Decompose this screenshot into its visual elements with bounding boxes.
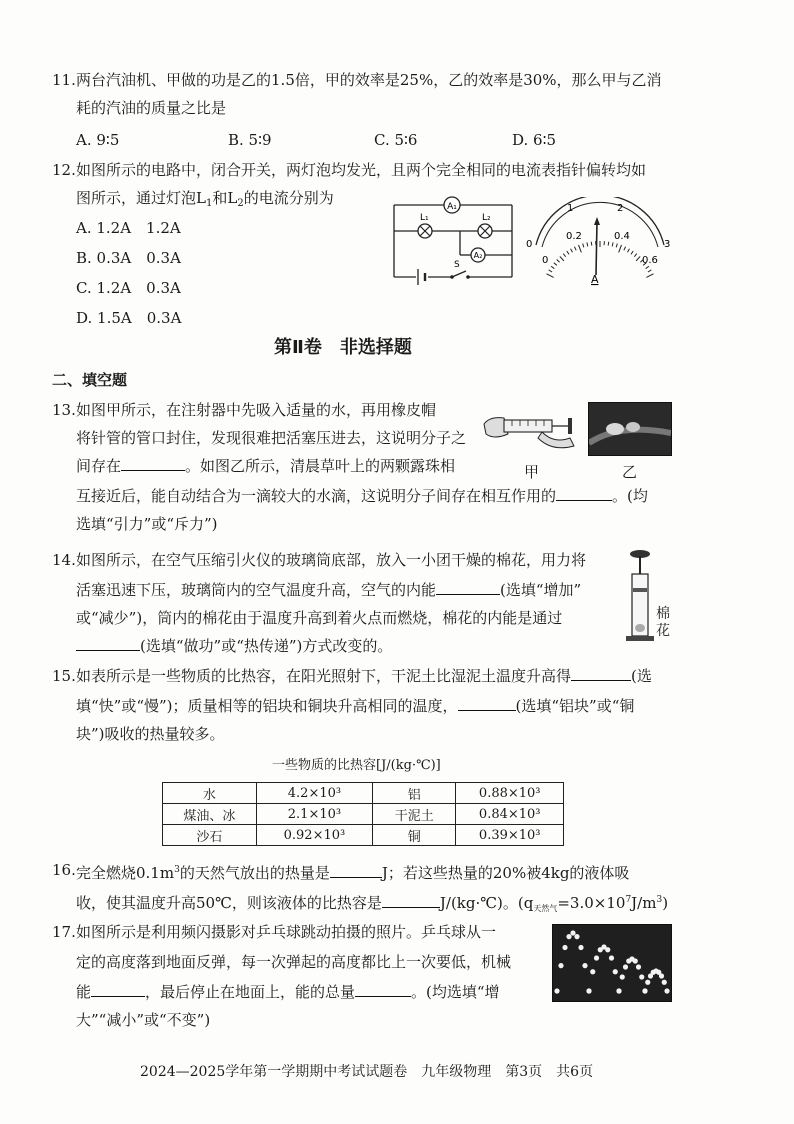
q12-option-d: D. 1.5A 0.3A — [76, 309, 182, 327]
ball-dot — [613, 969, 618, 974]
ball-dot — [636, 964, 641, 969]
syringe-figure — [480, 404, 578, 452]
dial-tick — [583, 244, 584, 248]
q15-text-line2: 填“快”或“慢”)；质量相等的铝块和铜块升高相同的温度， (选填“铝块”或“铜 — [76, 697, 635, 715]
dial-tick — [634, 254, 636, 257]
ball-dot — [633, 958, 638, 963]
ball-dot — [639, 974, 644, 979]
dial-tick — [616, 244, 617, 248]
ball-dot — [590, 969, 595, 974]
svg-text:A₂: A₂ — [473, 251, 483, 260]
lamp-l1-icon — [418, 224, 432, 238]
ball-dot — [574, 934, 579, 939]
q12-number: 12. — [52, 161, 76, 179]
ball-dot — [645, 980, 650, 985]
dial-tick — [619, 245, 622, 252]
q11-option-d: D. 6∶5 — [512, 131, 557, 149]
dial-tick — [646, 274, 653, 278]
circuit-diagram — [388, 193, 518, 288]
q16-blank-1 — [330, 863, 382, 878]
q11-option-b: B. 5∶9 — [228, 131, 272, 149]
ball-dot — [659, 973, 664, 978]
q11-text-line1: 两台汽油机、甲做的功是乙的1.5倍，甲的效率是25%，乙的效率是30%，那么甲与乙消 — [76, 71, 662, 89]
table-row: 沙石 0.92×10³ 铜 0.39×10³ — [163, 825, 564, 846]
dial-tick — [560, 256, 564, 260]
dial-inner-0: 0 — [542, 255, 549, 266]
ball-dot — [609, 955, 614, 960]
dial-outer-0: 0 — [526, 239, 533, 250]
dial-tick — [648, 270, 651, 272]
label-mianhua: 棉花 — [656, 606, 670, 639]
dial-tick — [627, 249, 629, 252]
dial-unit: A — [591, 273, 599, 286]
q13-blank-2 — [556, 486, 612, 501]
q13-text-line4: 互接近后，能自动结合为一滴较大的水滴，这说明分子间存在相互作用的 。(均 — [76, 487, 648, 505]
dial-tick — [574, 247, 576, 251]
dial-tick — [571, 249, 573, 252]
q11-option-c: C. 5∶6 — [374, 131, 418, 149]
q14-text-line1: 如图所示，在空气压缩引火仪的玻璃筒底部，放入一小团干燥的棉花，用力将 — [76, 551, 587, 569]
ball-dot — [562, 945, 567, 950]
dial-tick — [631, 251, 633, 254]
caption-jia: 甲 — [524, 463, 540, 481]
dial-tick — [547, 274, 554, 278]
dial-inner-2: 0.4 — [614, 231, 630, 242]
dial-tick — [567, 251, 569, 254]
q15-text-line3: 块”)吸收的热量较多。 — [76, 725, 225, 743]
dial-tick — [636, 256, 640, 260]
svg-text:S: S — [454, 260, 460, 270]
q15-number: 15. — [52, 667, 76, 685]
ball-dot — [662, 980, 667, 985]
dial-outer-1: 1 — [567, 203, 574, 214]
dial-tick — [578, 245, 581, 252]
dial-tick — [587, 242, 588, 246]
q12-option-b: B. 0.3A 0.3A — [76, 249, 181, 267]
dial-inner-3: 0.6 — [642, 255, 658, 266]
dial-tick — [646, 266, 649, 268]
q11-text-line2: 耗的汽油的质量之比是 — [76, 99, 227, 117]
svg-text:L₂: L₂ — [482, 213, 491, 223]
dial-tick — [549, 270, 552, 272]
section2-title: 二、填空题 — [52, 371, 128, 389]
table-row: 水 4.2×10³ 铝 0.88×10³ — [163, 783, 564, 804]
svg-text:A₁: A₁ — [447, 202, 457, 212]
q17-number: 17. — [52, 923, 76, 941]
dial-tick — [563, 254, 565, 257]
q13-blank-1 — [121, 456, 185, 471]
ball-dot — [586, 988, 591, 993]
q17-blank-2 — [355, 982, 411, 997]
q12-option-c: C. 1.2A 0.3A — [76, 279, 181, 297]
q15-blank-2 — [458, 696, 516, 711]
ball-dot — [642, 988, 647, 993]
q14-text-line4: (选填“做功”或“热传递”)方式改变的。 — [76, 636, 392, 656]
switch-icon — [450, 275, 454, 279]
dewdrop-photo — [588, 402, 672, 456]
q13-text-line1: 如图甲所示，在注射器中先吸入适量的水，再用橡皮帽 — [76, 401, 437, 419]
ball-dot — [664, 988, 669, 993]
table-caption: 一些物质的比热容[J/(kg·℃)] — [272, 758, 441, 773]
q11-number: 11. — [52, 71, 76, 89]
q14-text-line2: 活塞迅速下压，玻璃筒内的空气温度升高，空气的内能 (选填“增加” — [76, 581, 582, 599]
bouncing-ball-photo — [552, 924, 672, 1002]
dial-tick — [608, 242, 609, 246]
ball-dot — [605, 947, 610, 952]
ball-dot — [620, 974, 625, 979]
q17-blank-1 — [91, 982, 145, 997]
ball-dot — [616, 988, 621, 993]
ball-dot — [578, 945, 583, 950]
q14-blank-1 — [436, 580, 500, 595]
q14-text-line3: 或“减少”)，筒内的棉花由于温度升高到着火点而燃烧，棉花的内能是通过 — [76, 609, 563, 627]
ball-dot — [570, 930, 575, 935]
specific-heat-table — [162, 782, 564, 846]
q15-blank-1 — [571, 666, 631, 681]
ball-dot — [558, 963, 563, 968]
part2-title: 第Ⅱ卷 非选择题 — [274, 337, 412, 358]
q16-text-line2: 收，使其温度升高50℃，则该液体的比热容是 J/(kg·℃)。$(q_{天然气}=3.0\times 10^7J/m^3)$ — [76, 894, 669, 913]
ball-dot — [623, 964, 628, 969]
q11-option-a: A. 9∶5 — [76, 131, 120, 149]
ball-dot — [566, 934, 571, 939]
lamp-l2-icon — [478, 224, 492, 238]
dial-tick — [612, 242, 613, 246]
dial-needle — [596, 221, 597, 275]
q15-text-line1: 如表所示是一些物质的比热容，在阳光照射下，干泥土比湿泥土温度升高得 (选 — [76, 667, 652, 685]
q17-text-line3: 能 ，最后停止在地面上，能的总量 。(均选填“增 — [76, 983, 500, 1001]
dial-outer-2: 2 — [617, 203, 624, 214]
q12-option-a: A. 1.2A 1.2A — [76, 219, 181, 237]
q14-blank-2 — [76, 636, 140, 651]
q14-number: 14. — [52, 551, 76, 569]
ball-dot — [582, 963, 587, 968]
dial-tick — [554, 263, 557, 266]
q17-text-line1: 如图所示是利用频闪摄影对乒乓球跳动拍摄的照片。乒乓球从一 — [76, 923, 497, 941]
dial-outer-3: 3 — [664, 239, 671, 250]
page-footer: 2024—2025学年第一学期期中考试试题卷 九年级物理 第3页 共6页 — [140, 1064, 594, 1080]
q12-text-line2: 图所示，通过灯泡$L_1$和$L_2$的电流分别为 — [76, 189, 334, 209]
ball-dot — [554, 988, 559, 993]
dial-tick — [551, 266, 554, 268]
ammeter-dial — [520, 197, 680, 287]
q17-text-line2: 定的高度落到地面反弹，每一次弹起的高度都比上一次要低，机械 — [76, 953, 512, 971]
dial-tick — [557, 259, 560, 262]
ball-dot — [594, 955, 599, 960]
caption-yi: 乙 — [622, 463, 638, 481]
q13-number: 13. — [52, 401, 76, 419]
q16-text-line1: 完全燃烧$0.1m^3$的天然气放出的热量是 J；若这些热量的20%被4kg的液体吸 — [76, 864, 630, 882]
q16-number: 16. — [52, 861, 76, 879]
q13-text-line2: 将针管的管口封住，发现很难把活塞压进去，这说明分子之 — [76, 429, 467, 447]
q16-blank-2 — [382, 893, 440, 908]
q13-text-line5: 选填“引力”或“斥力”) — [76, 515, 218, 533]
table-row: 煤油、冰 2.1×10³ 干泥土 0.84×10³ — [163, 804, 564, 825]
q12-text-line1: 如图所示的电路中，闭合开关，两灯泡均发光，且两个完全相同的电流表指针偏转均如 — [76, 161, 647, 179]
q13-text-line3: 间存在 。如图乙所示，清晨草叶上的两颗露珠相 — [76, 457, 456, 475]
dial-tick — [591, 242, 592, 246]
dial-tick — [624, 247, 626, 251]
battery-icon — [418, 269, 425, 285]
svg-text:L₁: L₁ — [420, 213, 429, 223]
dial-inner-1: 0.2 — [566, 231, 582, 242]
q17-text-line4: 大”“减小”或“不变”) — [76, 1011, 211, 1029]
